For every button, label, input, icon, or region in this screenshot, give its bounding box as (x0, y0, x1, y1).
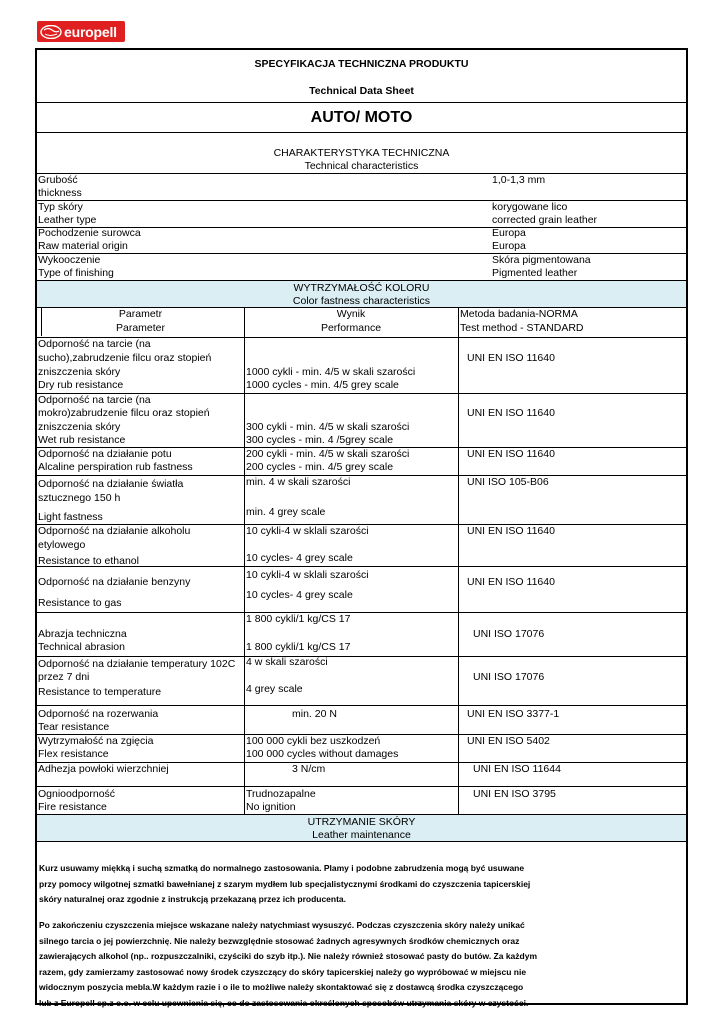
result-cell: 1000 cykli - min. 4/5 w skali szarości (246, 366, 416, 378)
globe-icon (40, 25, 62, 39)
method-cell: UNI ISO 17076 (473, 628, 545, 640)
result-cell: min. 4 grey scale (246, 506, 326, 518)
method-cell: UNI EN ISO 11640 (467, 525, 555, 537)
result-cell: 200 cykli - min. 4/5 w skali szarości (246, 448, 410, 460)
technical-data-sheet (35, 48, 688, 1008)
param-cell: Odporność na tarcie (na (38, 338, 151, 350)
method-cell: UNI EN ISO 11640 (467, 352, 555, 364)
tech-value: 1,0-1,3 mm (492, 174, 546, 186)
maintenance-paragraph-2 (39, 918, 679, 1011)
col-result-pl: Wynik (336, 308, 366, 320)
tech-label: Grubość (38, 174, 78, 186)
param-cell: zniszczenia skóry (38, 366, 121, 378)
result-cell: Trudnozapalne (246, 788, 316, 800)
tech-value: Pigmented leather (492, 267, 578, 279)
param-cell: Abrazja techniczna (38, 628, 127, 640)
result-cell: 3 N/cm (292, 763, 326, 775)
method-cell: UNI EN ISO 11640 (467, 576, 555, 588)
text-line: razem, gdy zamierzamy zastosować nowy środek czyszczący do skóry tapicerskiej należy go wypróbować w miejscu nie (39, 966, 527, 977)
param-cell: Resistance to ethanol (38, 555, 139, 567)
result-cell: min. 4 w skali szarości (246, 476, 351, 488)
param-cell: Odporność na działanie alkoholu (38, 525, 191, 537)
maintenance-heading-pl: UTRZYMANIE SKÓRY (307, 816, 416, 828)
param-cell: Odporność na działanie potu (38, 448, 172, 460)
col-method-pl: Metoda badania-NORMA (460, 308, 578, 320)
tech-label: Raw material origin (38, 240, 128, 252)
result-cell: min. 20 N (292, 708, 337, 720)
tech-label: Leather type (38, 214, 97, 226)
text-line: widocznym poszycia mebla.W każdym razie i o ile to możliwe należy skontaktować się z dostawcą środka czyszczącego (39, 982, 524, 992)
logo-text: europell (64, 23, 117, 40)
result-cell: 300 cycles - min. 4 /5grey scale (246, 434, 394, 446)
param-cell: Odporność na rozerwania (38, 708, 159, 720)
tech-heading-pl: CHARAKTERYSTYKA TECHNICZNA (273, 147, 450, 159)
param-cell: zniszczenia skóry (38, 421, 121, 433)
param-cell: Resistance to gas (38, 597, 122, 609)
title-en: Technical Data Sheet (309, 85, 414, 97)
param-cell: Odporność na działanie benzyny (38, 576, 191, 588)
method-cell: UNI EN ISO 5402 (467, 735, 550, 747)
param-cell: Alcaline perspiration rub fastness (38, 461, 193, 473)
result-cell: 200 cycles - min. 4/5 grey scale (246, 461, 394, 473)
method-cell: UNI EN ISO 11644 (473, 763, 561, 775)
param-cell: sztucznego 150 h (38, 492, 121, 504)
param-cell: Wet rub resistance (38, 434, 126, 446)
result-cell: 1 800 cykli/1 kg/CS 17 (246, 641, 351, 653)
tech-label: thickness (38, 187, 82, 199)
result-cell: 1 800 cykli/1 kg/CS 17 (246, 613, 351, 625)
tech-label: Pochodzenie surowca (38, 227, 141, 239)
col-param-en: Parameter (115, 322, 166, 334)
text-line: lub z Europell sp.z o.o. w celu upewnienia się, co do zastosowania określonych sposobów utrzymania skóry w czystości. (39, 997, 529, 1008)
text-line: przy pomocy wilgotnej szmatki bawełnianej z szarym mydłem lub specjalistycznymi środkami do czyszczenia tapicerskiej (39, 878, 531, 889)
param-cell: Tear resistance (38, 721, 110, 733)
maintenance-header (37, 814, 686, 842)
result-cell: 100 000 cykli bez uszkodzeń (246, 735, 381, 747)
result-cell: 1000 cycles - min. 4/5 grey scale (246, 379, 399, 391)
method-cell: UNI ISO 17076 (473, 671, 545, 683)
param-cell: Resistance to temperature (38, 686, 162, 698)
result-cell: 300 cykli - min. 4/5 w skali szarości (246, 421, 410, 433)
text-line: zawierających alkohol (np.. rozpuszczalniki, czyściki do szyb itp.). Nie należy również stosować pasty do butów. Za każdym (39, 951, 538, 961)
tech-value: corrected grain leather (492, 214, 598, 226)
result-cell: No ignition (246, 801, 296, 813)
method-cell: UNI EN ISO 3795 (473, 788, 556, 800)
col-result-en: Performance (320, 322, 382, 334)
param-cell: przez 7 dni (38, 671, 90, 683)
param-cell: mokro)zabrudzenie filcu oraz stopień (38, 407, 210, 419)
tech-value: Europa (492, 227, 526, 239)
param-cell: Flex resistance (38, 748, 109, 760)
result-cell: 10 cykli-4 w sklali szarości (246, 525, 369, 537)
param-cell: Fire resistance (38, 801, 107, 813)
text-line: Po zakończeniu czyszczenia miejsce wskazane należy natychmiast wysuszyć. Podczas czyszczenia skóry należy unikać (39, 920, 525, 930)
result-cell: 100 000 cycles without damages (246, 748, 399, 760)
text-line: Kurz usuwamy miękką i suchą szmatką do normalnego zastosowania. Plamy i podobne zabrudzenia mogą być usuwane (39, 863, 525, 873)
tech-value: Europa (492, 240, 526, 252)
title-pl: SPECYFIKACJA TECHNICZNA PRODUKTU (254, 58, 469, 70)
tech-label: Typ skóry (38, 201, 83, 213)
result-cell: 10 cykli-4 w sklali szarości (246, 569, 369, 581)
param-cell: Odporność na działanie temperatury 102C (38, 658, 236, 670)
tech-label: Type of finishing (38, 267, 114, 279)
col-method-en: Test method - STANDARD (460, 322, 584, 334)
tech-label: Wykooczenie (38, 254, 101, 266)
tech-heading-en: Technical characteristics (304, 160, 419, 172)
color-heading-pl: WYTRZYMAŁOŚĆ KOLORU (293, 282, 430, 294)
param-cell: Odporność na tarcie (na (38, 394, 151, 406)
color-fastness-header (37, 280, 686, 308)
method-cell: UNI EN ISO 11640 (467, 448, 555, 460)
maintenance-heading-en: Leather maintenance (312, 829, 411, 841)
method-cell: UNI EN ISO 11640 (467, 407, 555, 419)
param-cell: Light fastness (38, 511, 103, 523)
param-cell: Technical abrasion (38, 641, 125, 653)
result-cell: 10 cycles- 4 grey scale (246, 552, 353, 564)
europell-logo (37, 21, 125, 42)
method-cell: UNI ISO 105-B06 (467, 476, 549, 488)
text-line: skóry naturalnej oraz zgodnie z instrukcją przekazaną przez ich producenta. (39, 894, 347, 904)
tech-value: Skóra pigmentowana (492, 254, 591, 266)
param-cell: Adhezja powłoki wierzchniej (38, 763, 169, 775)
param-cell: sucho),zabrudzenie filcu oraz stopień (38, 352, 212, 364)
param-cell: Ognioodporność (38, 788, 116, 800)
maintenance-paragraph-1 (39, 861, 679, 908)
col-param-pl: Parametr (118, 308, 163, 320)
param-cell: Dry rub resistance (38, 379, 124, 391)
result-cell: 10 cycles- 4 grey scale (246, 589, 353, 601)
color-heading-en: Color fastness characteristics (292, 295, 431, 307)
param-cell: etylowego (38, 539, 86, 551)
tech-value: korygowane lico (492, 201, 568, 213)
param-cell: Wytrzymałość na zgięcia (38, 735, 154, 747)
method-cell: UNI EN ISO 3377-1 (467, 708, 560, 720)
result-cell: 4 grey scale (246, 683, 303, 695)
param-cell: Odporność na działanie światła (38, 478, 184, 490)
text-line: silnego tarcia o jej powierzchnię. Nie należy bezwzględnie stosować żadnych agresywnych środków chemicznych oraz (39, 935, 520, 946)
result-cell: 4 w skali szarości (246, 656, 328, 668)
product-title: AUTO/ MOTO (310, 109, 413, 126)
